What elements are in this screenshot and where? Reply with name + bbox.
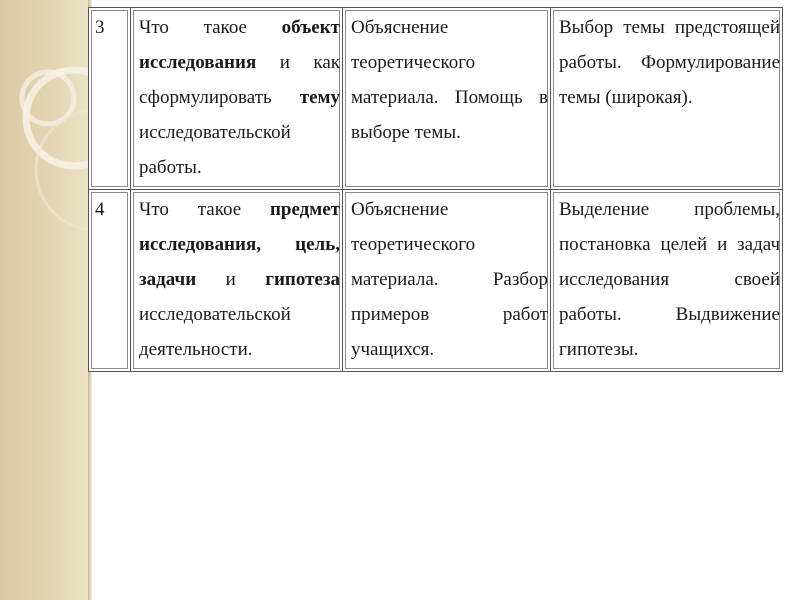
topic-bold-term: предмет исследования, цель, задачи [139, 199, 340, 290]
topic-bold-term: гипотеза [265, 269, 340, 290]
lesson-plan-table [88, 7, 783, 372]
topic-bold-term: тему [299, 87, 340, 108]
decorative-ring-large [26, 70, 92, 166]
topic-text: и [196, 269, 266, 290]
decorative-ring-outer [36, 110, 92, 230]
topic-text: Что такое [139, 199, 270, 220]
topic-text: исследовательской работы. [139, 122, 291, 178]
lesson-plan-table-container [88, 7, 782, 372]
topic-cell [131, 8, 343, 190]
table-row [89, 8, 783, 190]
row-number: 3 [89, 8, 131, 190]
topic-text: исследовательской деятельности. [139, 304, 291, 360]
topic-bold-term: объект исследования [139, 17, 340, 73]
table-row [89, 190, 783, 372]
topic-cell [131, 190, 343, 372]
student-activity-cell: Выделение проблемы, постановка целей и задач исследования своей работы. Выдвижение гипотезы. [551, 190, 783, 372]
row-number: 4 [89, 190, 131, 372]
decorative-rings [0, 0, 92, 600]
teacher-activity-cell: Объяснение теоретического материала. Разбор примеров работ учащихся. [343, 190, 551, 372]
topic-text: и как сформулировать [139, 52, 340, 108]
topic-text: Что такое [139, 17, 282, 38]
teacher-activity-cell: Объяснение теоретического материала. Помощь в выборе темы. [343, 8, 551, 190]
student-activity-cell: Выбор темы предстоящей работы. Формулирование темы (широкая). [551, 8, 783, 190]
